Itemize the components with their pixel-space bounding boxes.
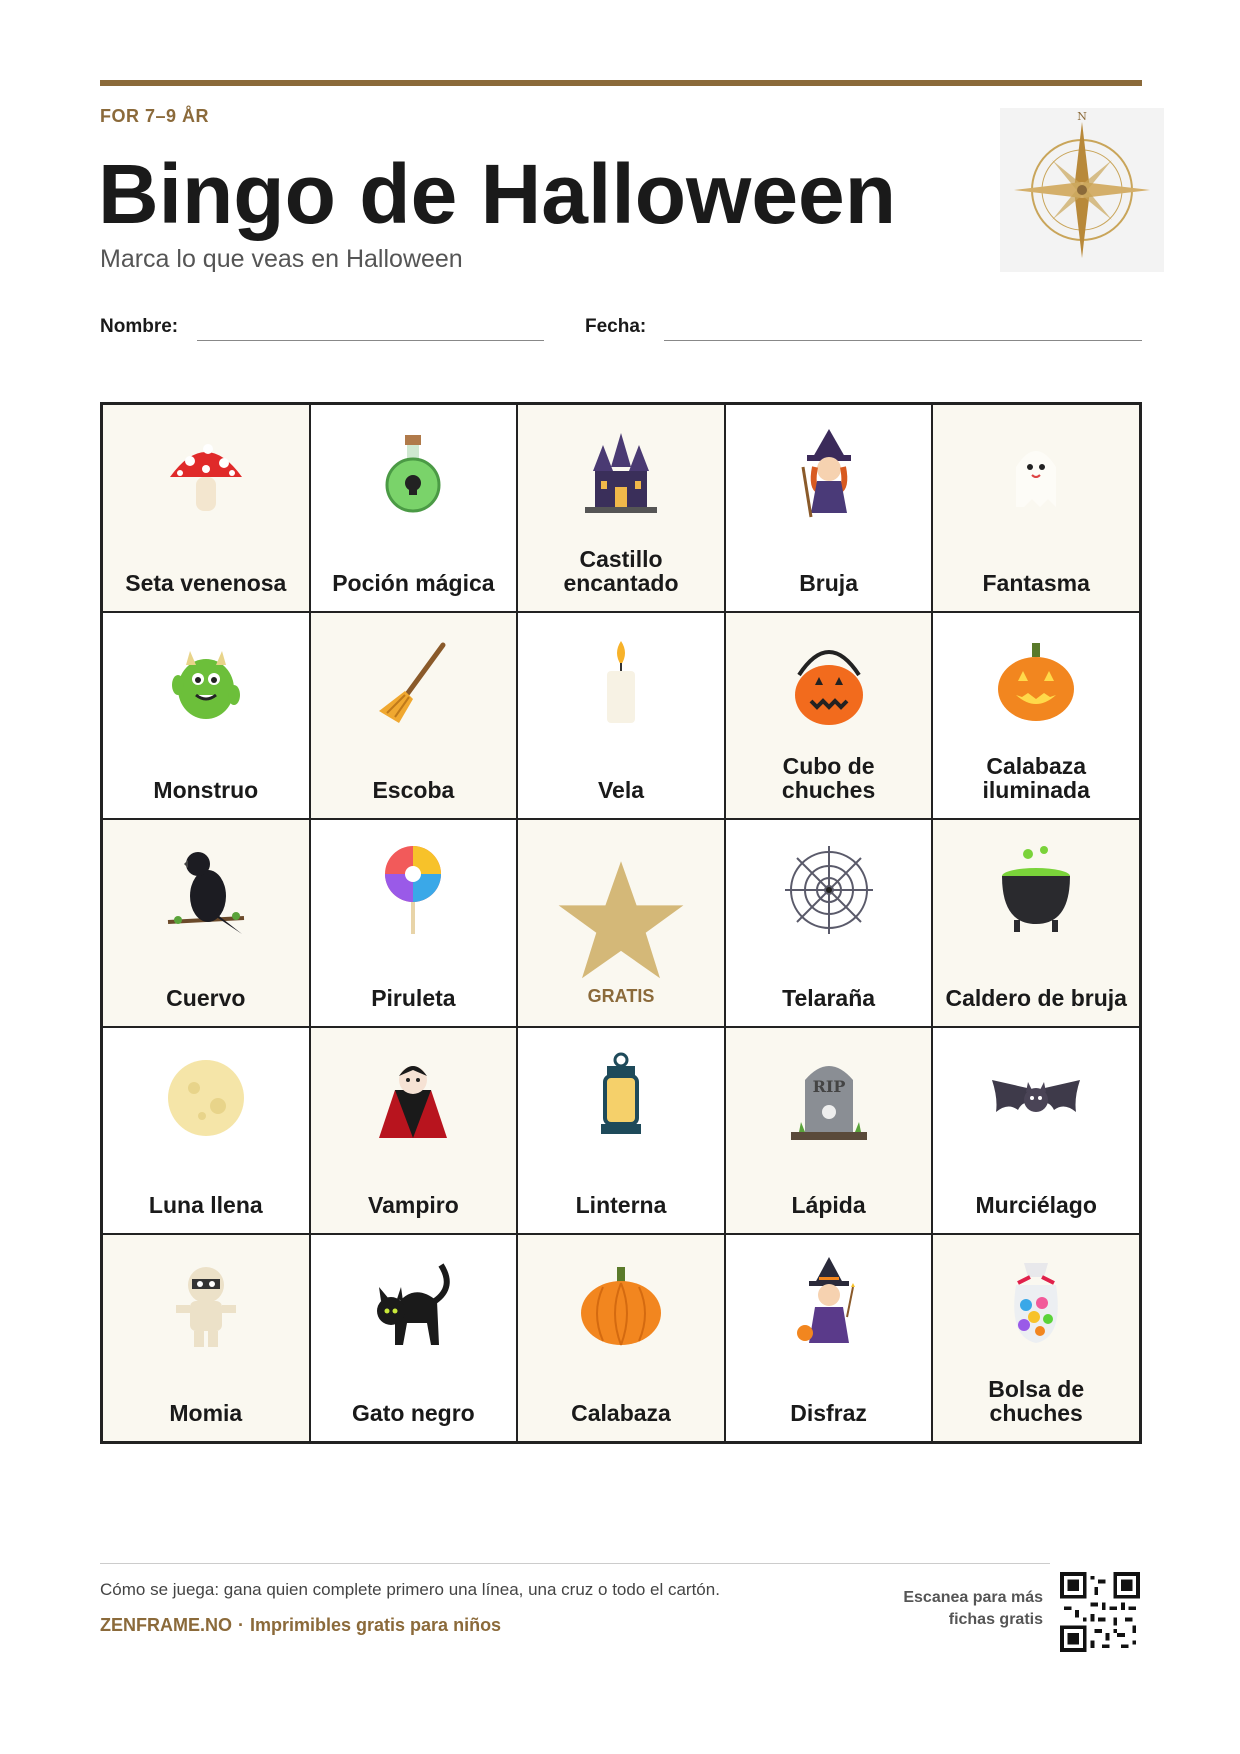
bingo-cell-castillo-encantado[interactable] (517, 404, 725, 612)
candy-bucket-icon (781, 635, 877, 731)
bingo-cell-escoba[interactable] (310, 612, 518, 820)
name-label: Nombre: (100, 316, 179, 337)
bingo-cell-cubo-de-chuches[interactable] (725, 612, 933, 820)
name-field[interactable] (197, 340, 544, 341)
cell-label: Disfraz (790, 1400, 867, 1426)
cell-label: Cubo de chuches (781, 753, 876, 804)
broom-icon (365, 635, 461, 731)
bingo-cell-bolsa-de-chuches[interactable] (932, 1234, 1140, 1442)
cauldron-icon (988, 842, 1084, 938)
top-rule (100, 80, 1142, 86)
bingo-cell-linterna[interactable] (517, 1027, 725, 1235)
bingo-cell-fantasma[interactable] (932, 404, 1140, 612)
lantern-icon (573, 1050, 669, 1146)
witch-icon (781, 427, 877, 523)
cell-label: Telaraña (782, 984, 876, 1011)
cell-label: Calabaza iluminada (982, 753, 1090, 804)
cell-label: Linterna (575, 1192, 667, 1219)
vampire-icon (365, 1050, 461, 1146)
tombstone-icon (781, 1050, 877, 1146)
candy-bag-icon (988, 1257, 1084, 1353)
cell-label: Gato negro (352, 1400, 475, 1426)
bingo-cell-calabaza-iluminada[interactable] (932, 612, 1140, 820)
bingo-cell-momia[interactable] (102, 1234, 310, 1442)
bingo-cell-luna-llena[interactable] (102, 1027, 310, 1235)
bingo-cell-vela[interactable] (517, 612, 725, 820)
bingo-cell-cuervo[interactable] (102, 819, 310, 1027)
svg-text:RIP: RIP (812, 1076, 845, 1096)
page-subtitle: Marca lo que veas en Halloween (100, 245, 463, 273)
cell-label: Vampiro (368, 1192, 459, 1219)
pumpkin-icon (573, 1257, 669, 1353)
date-field[interactable] (664, 340, 1142, 341)
footer-rule (100, 1563, 1050, 1564)
cell-label: Castillo encantado (563, 545, 679, 596)
cell-label: Fantasma (982, 569, 1090, 596)
cell-label: Lápida (791, 1192, 866, 1219)
cell-label: Monstruo (153, 777, 259, 804)
cell-label: Momia (169, 1400, 243, 1426)
how-to-play: Cómo se juega: gana quien complete primero una línea, una cruz o todo el cartón. (100, 1580, 720, 1599)
lollipop-icon (365, 842, 461, 938)
brand-tagline: Imprimibles gratis para niños (250, 1615, 502, 1635)
svg-text:N: N (1077, 110, 1087, 123)
monster-icon (158, 635, 254, 731)
moon-icon (158, 1050, 254, 1146)
bingo-cell-calabaza[interactable] (517, 1234, 725, 1442)
castle-icon (573, 427, 669, 523)
bingo-cell-bruja[interactable] (725, 404, 933, 612)
jack-o-lantern-icon (988, 635, 1084, 731)
age-range: FOR 7–9 ÅR (100, 106, 210, 126)
cell-label: Calabaza (571, 1400, 671, 1426)
spiderweb-icon (781, 842, 877, 938)
bingo-cell-gratis[interactable] (517, 819, 725, 1027)
brand-line (100, 1615, 501, 1636)
bingo-cell-vampiro[interactable] (310, 1027, 518, 1235)
qr-code-icon[interactable] (1060, 1572, 1140, 1652)
brand-link[interactable]: ZENFRAME.NO (100, 1615, 232, 1635)
cell-label: Murciélago (975, 1192, 1097, 1219)
page-title: Bingo de Halloween (98, 147, 897, 241)
brand-separator: · (238, 1615, 244, 1635)
star-icon (556, 856, 686, 986)
compass-rose-icon (1000, 108, 1164, 272)
crow-icon (158, 842, 254, 938)
bat-icon (988, 1050, 1084, 1146)
cell-label: Piruleta (371, 984, 456, 1011)
cell-label: Escoba (372, 777, 455, 804)
bingo-cell-telarana[interactable] (725, 819, 933, 1027)
cell-label: Poción mágica (332, 569, 495, 596)
bingo-cell-pocion-magica[interactable] (310, 404, 518, 612)
cell-label: Cuervo (166, 984, 246, 1011)
scan-text: Escanea para más fichas gratis (903, 1589, 1043, 1628)
costume-icon (781, 1257, 877, 1353)
candle-icon (573, 635, 669, 731)
bingo-cell-gato-negro[interactable] (310, 1234, 518, 1442)
cell-label: Caldero de bruja (945, 984, 1127, 1011)
cell-label: Luna llena (148, 1192, 263, 1219)
cell-label: Vela (597, 777, 645, 804)
bingo-cell-murcielago[interactable] (932, 1027, 1140, 1235)
mushroom-icon (158, 427, 254, 523)
black-cat-icon (365, 1257, 461, 1353)
bingo-cell-seta-venenosa[interactable] (102, 404, 310, 612)
mummy-icon (158, 1257, 254, 1353)
free-label: GRATIS (587, 985, 655, 1006)
cell-label: Bolsa de chuches (988, 1376, 1085, 1426)
potion-icon (365, 427, 461, 523)
cell-label: Seta venenosa (125, 569, 287, 596)
bingo-cell-caldero-de-bruja[interactable] (932, 819, 1140, 1027)
cell-label: Bruja (799, 569, 858, 596)
bingo-grid (100, 402, 1142, 1444)
ghost-icon (988, 427, 1084, 523)
bingo-cell-disfraz[interactable] (725, 1234, 933, 1442)
date-label: Fecha: (585, 316, 647, 337)
bingo-cell-piruleta[interactable] (310, 819, 518, 1027)
bingo-cell-lapida[interactable] (725, 1027, 933, 1235)
bingo-cell-monstruo[interactable] (102, 612, 310, 820)
